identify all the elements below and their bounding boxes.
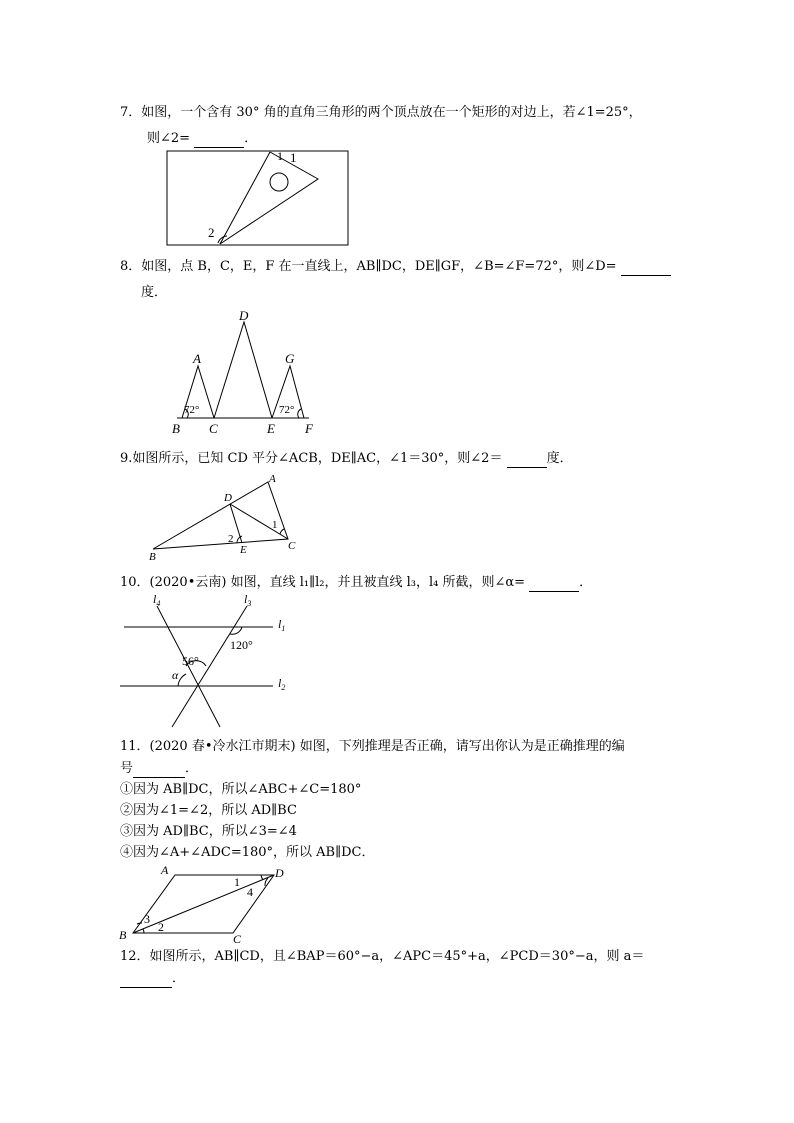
q7-label-1b: 1 — [290, 150, 297, 165]
q8-angle-right: 72° — [279, 404, 295, 416]
q11-line1: 11．(2020 春•冷水江市期末) 如图，下列推理是否正确，请写出你认为是正确推理的编 — [120, 739, 625, 754]
q9-label-D: D — [224, 492, 232, 504]
q11-label-3: 3 — [144, 912, 150, 926]
q8-label-F: F — [305, 421, 313, 436]
q7-label-2: 2 — [208, 225, 215, 240]
q11-label-2: 2 — [158, 920, 164, 934]
q9-answer-blank[interactable] — [507, 453, 547, 468]
q9-line1: 9.如图所示，已知 CD 平分∠ACB，DE∥AC，∠1＝30°，则∠2＝ 度． — [120, 451, 573, 466]
q10-angle-120: 120° — [230, 638, 253, 652]
q9-label-C: C — [288, 540, 296, 552]
q11-label-B: B — [119, 928, 127, 942]
q10-angle-alpha: α — [172, 668, 179, 682]
q8-label-E: E — [267, 421, 275, 436]
q11-label-4: 4 — [247, 885, 253, 899]
q8-angle-left: 72° — [184, 404, 200, 416]
q11-label-C: C — [233, 932, 242, 946]
q10-line1: 10．(2020•云南) 如图，直线 l₁∥l₂，并且被直线 l₃，l₄ 所截，则∠α= ． — [120, 575, 593, 590]
q10-answer-blank[interactable] — [529, 577, 579, 592]
q10-angle-56: 56° — [182, 654, 199, 668]
q9-label-E: E — [240, 544, 247, 556]
q8-label-A: A — [193, 351, 201, 366]
q11-answer-blank[interactable] — [133, 763, 185, 778]
q10-label-l4: $l_4$ — [153, 592, 161, 608]
q8-label-G: G — [285, 351, 295, 366]
q7-line1: 7．如图，一个含有 30° 角的直角三角形的两个顶点放在一个矩形的对边上，若∠1=25°， — [120, 105, 642, 120]
q10-label-l2: $l_2$ — [278, 676, 286, 692]
q11-label-A: A — [161, 863, 169, 877]
q12-line2: ． — [120, 970, 185, 988]
q8-figure — [168, 306, 328, 436]
q9-label-B: B — [149, 551, 156, 563]
q10-label-l3: $l_3$ — [244, 592, 252, 608]
q7-line2: 则∠2= ． — [147, 131, 258, 146]
q9-label-1: 1 — [272, 519, 278, 531]
q11-item-3: ③因为 AD∥BC，所以∠3=∠4 — [120, 824, 297, 839]
q11-item-2: ②因为∠1=∠2，所以 AD∥BC — [120, 803, 297, 818]
q11-figure — [116, 864, 296, 944]
q9-label-2: 2 — [228, 533, 234, 545]
q10-label-l1: $l_1$ — [278, 617, 286, 633]
q7-answer-blank[interactable] — [194, 133, 244, 148]
q9-label-A: A — [269, 473, 276, 485]
q11-label-1: 1 — [234, 875, 240, 889]
q12-line1: 12．如图所示，AB∥CD，且∠BAP＝60°−a，∠APC＝45°+a，∠PCD＝30°−a，则 a＝ — [120, 949, 645, 964]
q9-figure — [146, 472, 306, 562]
q11-label-D: D — [275, 866, 284, 880]
q8-line1: 8．如图，点 B，C，E，F 在一直线上，AB∥DC，DE∥GF，∠B=∠F=72°，则∠D= — [120, 258, 671, 276]
q7-label-1a: 1 — [277, 149, 283, 163]
q11-line2: 号 ． — [120, 761, 199, 776]
q8-answer-blank[interactable] — [621, 261, 671, 276]
q10-figure — [118, 592, 308, 732]
q8-label-C: C — [209, 421, 218, 436]
q8-label-B: B — [172, 421, 180, 436]
q11-item-4: ④因为∠A+∠ADC=180°，所以 AB∥DC． — [120, 845, 375, 860]
q8-line2: 度． — [141, 285, 168, 300]
q11-item-1: ①因为 AB∥DC，所以∠ABC+∠C=180° — [120, 782, 362, 797]
q8-label-D: D — [239, 308, 249, 323]
q7-figure — [163, 148, 363, 248]
q12-answer-blank[interactable] — [120, 973, 172, 988]
